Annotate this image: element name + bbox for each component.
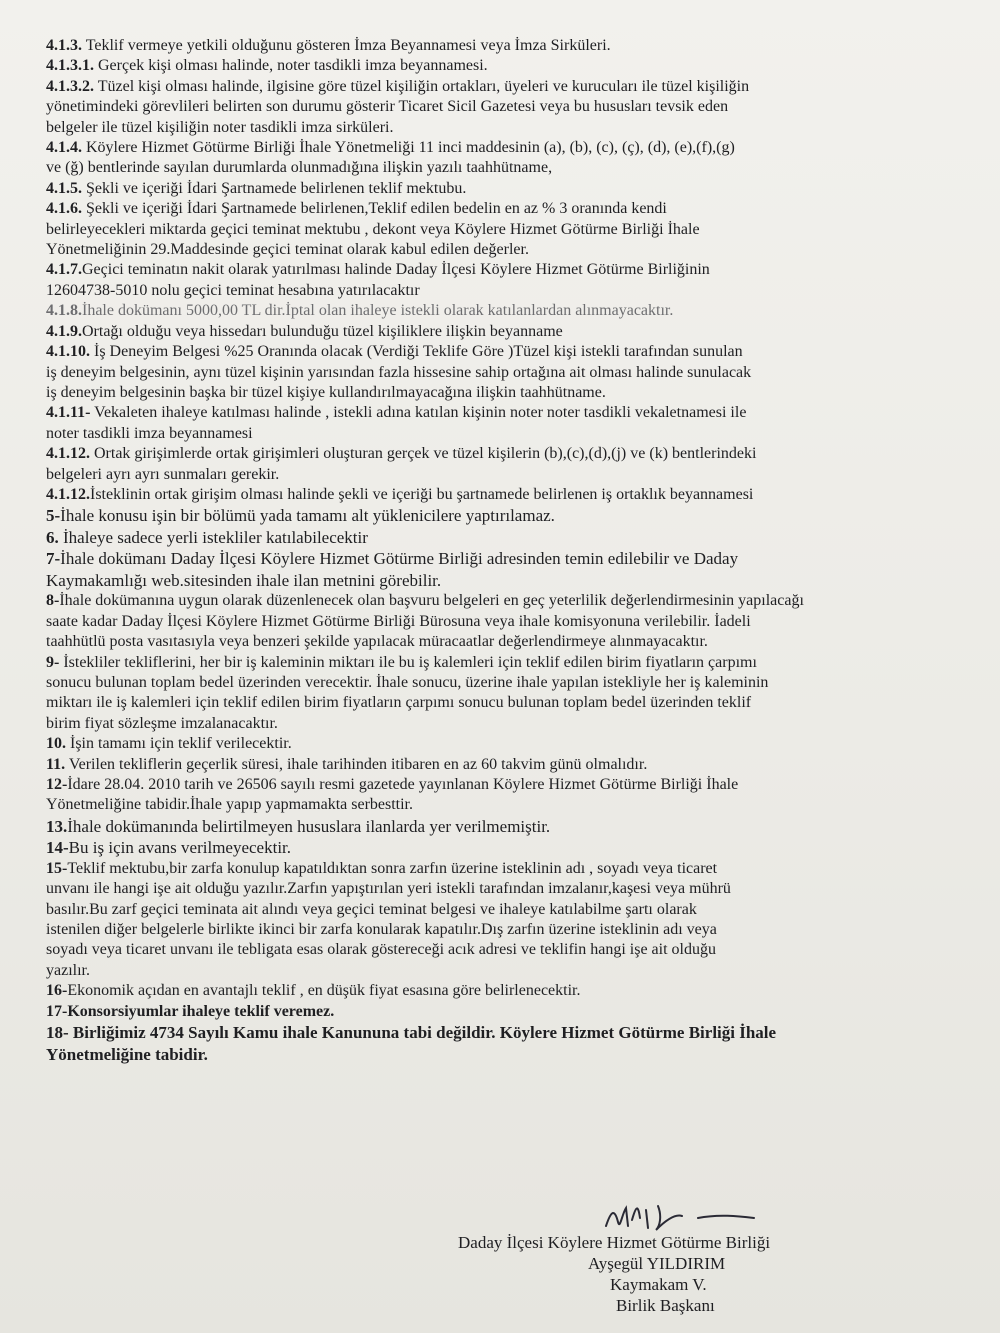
item-line: 14-Bu iş için avans verilmeyecektir. bbox=[46, 838, 292, 858]
item-line: 5-İhale konusu işin bir bölümü yada tamamı alt yüklenicilere yaptırılamaz. bbox=[46, 506, 555, 526]
item-line: 4.1.6. Şekli ve içeriği İdari Şartnamede belirlenen,Teklif edilen bedelin en az % 3 oranında kendi bbox=[46, 200, 667, 218]
item-line: saate kadar Daday İlçesi Köylere Hizmet Götürme Birliği Bürosuna veya ihale komisyonuna verilebilir. İadeli bbox=[46, 612, 751, 630]
item-line: 6. İhaleye sadece yerli istekliler katılabilecektir bbox=[46, 527, 368, 547]
item-line: noter tasdikli imza beyannamesi bbox=[46, 424, 253, 442]
item-line: soyadı veya ticaret unvanı ile tebligata esas olarak göstereceği acık adresi ve teklifin hangi işe ait olduğu bbox=[46, 941, 716, 959]
item-line: sonucu bulunan toplam bedel üzerinden verecektir. İhale sonucu, üzerine ihale yapılan istekliyle her iş kaleminin bbox=[46, 673, 769, 691]
signature-title: Kaymakam V. bbox=[610, 1275, 707, 1294]
item-line: basılır.Bu zarf geçici teminata ait alındı veya geçici teminat belgesi ve ihaleye katılabilme şartı olarak bbox=[46, 900, 697, 918]
item-line-bold: Yönetmeliğine tabidir. bbox=[46, 1044, 208, 1064]
item-line: taahhütlü posta vasıtasıyla veya benzeri şekilde yapılacak müracaatlar değerlendirmeye alınmayacaktır. bbox=[46, 633, 708, 651]
item-line: 12604738-5010 nolu geçici teminat hesabına yatırılacaktır bbox=[46, 281, 420, 299]
item-line: 4.1.12. Ortak girişimlerde ortak girişimleri oluşturan gerçek ve tüzel kişilerin (b),(c),(d),(j) ve (k) bentlerindeki bbox=[46, 445, 757, 463]
item-line: 12-İdare 28.04. 2010 tarih ve 26506 sayılı resmi gazetede yayınlanan Köylere Hizmet Götürme Birliği İhale bbox=[46, 776, 739, 793]
item-line: 4.1.4. Köylere Hizmet Götürme Birliği İhale Yönetmeliği 11 inci maddesinin (a), (b), (c), (ç), (d), (e),(f),(g) bbox=[46, 139, 735, 157]
item-line: yazılır. bbox=[46, 961, 90, 979]
item-line: 4.1.11- Vekaleten ihaleye katılması halinde , istekli adına katılan kişinin noter noter tasdikli vekaletnamesi ile bbox=[46, 404, 747, 422]
item-line: 15-Teklif mektubu,bir zarfa konulup kapatıldıktan sonra zarfın üzerine isteklinin adı , soyadı veya ticaret bbox=[46, 859, 718, 877]
signature-org: Daday İlçesi Köylere Hizmet Götürme Birliği bbox=[458, 1233, 771, 1252]
item-line: istenilen diğer belgelerle birlikte ikinci bir zarfa konularak kapatılır.Dış zarfın üzerine isteklinin adı veya bbox=[46, 921, 717, 939]
item-line: 8-İhale dokümanına uygun olarak düzenlenecek olan başvuru belgeleri en geç yeterlilik değerlendirmesinin yapılacağı bbox=[46, 592, 804, 610]
signature-title: Birlik Başkanı bbox=[616, 1296, 715, 1315]
item-line: birim fiyat sözleşme imzalanacaktır. bbox=[46, 714, 278, 732]
item-line: miktarı ile iş kalemleri için teklif edilen birim fiyatların çarpımı sonucu bulunan toplam bedel üzerinden teklif bbox=[46, 694, 752, 712]
item-line: 4.1.10. İş Deneyim Belgesi %25 Oranında olacak (Verdiği Teklife Göre )Tüzel kişi istekli tarafından sunulan bbox=[46, 343, 743, 361]
item-line: 4.1.3.2. Tüzel kişi olması halinde, ilgisine göre tüzel kişiliğin ortakları, üyeleri ve kurucuları ile tüzel kişiliğin bbox=[46, 77, 750, 95]
item-line: belgeler ile tüzel kişiliğin noter tasdikli imza sirküleri. bbox=[46, 118, 394, 136]
signature-block bbox=[458, 1232, 878, 1316]
item-line: 9- İstekliler tekliflerini, her bir iş kaleminin miktarı ile bu iş kalemleri için teklif edilen birim fiyatların çarpımı bbox=[46, 653, 757, 671]
item-line: iş deneyim belgesinin, aynı tüzel kişinin yarısından fazla hissesine sahip ortağına ait olması halinde sunulacak bbox=[46, 363, 752, 381]
item-line-bold: 18- Birliğimiz 4734 Sayılı Kamu ihale Kanununa tabi değildir. Köylere Hizmet Götürme Birliği İhale bbox=[46, 1023, 777, 1043]
item-line: 4.1.7.Geçici teminatın nakit olarak yatırılması halinde Daday İlçesi Köylere Hizmet Götürme Birliğinin bbox=[46, 261, 710, 279]
item-line: 13.İhale dokümanında belirtilmeyen hususlara ilanlarda yer verilmemiştir. bbox=[46, 816, 551, 836]
item-line: belirleyecekleri miktarda geçici teminat mektubu , dekont veya Köylere Hizmet Götürme Birliği İhale bbox=[46, 220, 700, 238]
item-line: unvanı ile hangi işe ait olduğu yazılır.Zarfın yapıştırılan yeri istekli tarafından imzalanır,kaşesi veya mührü bbox=[46, 880, 731, 898]
item-line: 7-İhale dokümanı Daday İlçesi Köylere Hizmet Götürme Birliği adresinden temin edilebilir ve Daday bbox=[46, 549, 739, 569]
item-line: 4.1.3.1. Gerçek kişi olması halinde, noter tasdikli imza beyannamesi. bbox=[46, 57, 488, 75]
item-line: Kaymakamlığı web.sitesinden ihale ilan metnini görebilir. bbox=[46, 570, 442, 590]
item-line: ve (ğ) bentlerinde sayılan durumlarda olunmadığına ilişkin yazılı taahhütname, bbox=[46, 159, 553, 177]
signature-name: Ayşegül YILDIRIM bbox=[588, 1254, 726, 1273]
document-body bbox=[46, 36, 974, 1065]
item-line: 4.1.5. Şekli ve içeriği İdari Şartnamede belirlenen teklif mektubu. bbox=[46, 179, 467, 197]
item-line: 4.1.9.Ortağı olduğu veya hissedarı bulunduğu tüzel kişiliklere ilişkin beyanname bbox=[46, 322, 563, 340]
item-line: iş deneyim belgesinin başka bir tüzel kişiye kullandırılmayacağına ilişkin taahhütname. bbox=[46, 383, 606, 401]
item-line: 10. İşin tamamı için teklif verilecektir. bbox=[46, 735, 292, 753]
item-line: 4.1.3. Teklif vermeye yetkili olduğunu gösteren İmza Beyannamesi veya İmza Sirküleri. bbox=[46, 37, 611, 54]
item-line: 16-Ekonomik açıdan en avantajlı teklif , en düşük fiyat esasına göre belirlenecektir. bbox=[46, 982, 581, 1000]
item-line: belgeleri ayrı ayrı sunmaları gerekir. bbox=[46, 465, 280, 483]
item-line: 11. Verilen tekliflerin geçerlik süresi, ihale tarihinden itibaren en az 60 takvim günü olmalıdır. bbox=[46, 755, 648, 773]
item-line-faded: 4.1.8.İhale dokümanı 5000,00 TL dir.İptal olan ihaleye istekli olarak katılanlardan alınmayacaktır. bbox=[46, 302, 674, 320]
item-line: Yönetmeliğine tabidir.İhale yapıp yapmamakta serbesttir. bbox=[46, 796, 413, 814]
item-line: yönetimindeki görevlileri belirten son durumu gösterir Ticaret Sicil Gazetesi veya bu hususları tevsik eden bbox=[46, 98, 729, 116]
item-line-bold: 17-Konsorsiyumlar ihaleye teklif veremez. bbox=[46, 1002, 335, 1020]
item-line: 4.1.12.İsteklinin ortak girişim olması halinde şekli ve içeriği bu şartnamede belirlenen iş ortaklık beyannamesi bbox=[46, 485, 754, 503]
item-line: Yönetmeliğinin 29.Maddesinde geçici teminat olarak kabul edilen değerler. bbox=[46, 241, 529, 259]
